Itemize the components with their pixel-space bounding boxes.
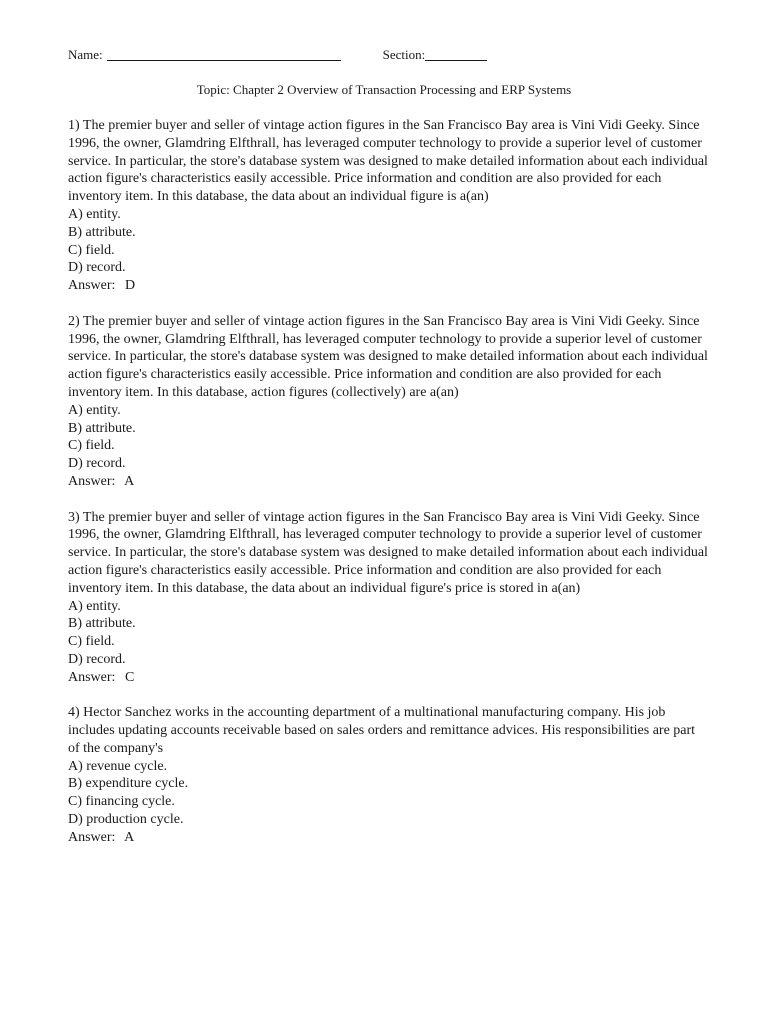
answer-label: Answer:	[68, 669, 116, 685]
question-number: 4)	[68, 705, 80, 721]
answer-line	[68, 473, 708, 491]
option-b: B) attribute.	[68, 420, 136, 436]
question-stem	[68, 704, 708, 757]
question-text: Hector Sanchez works in the accounting department of a multinational manufacturing company. His job includes updating accounts receivable based on sales orders and remittance advices. His responsibilities are part of the company's	[68, 705, 696, 756]
option-list	[68, 598, 708, 669]
option-c: C) field.	[68, 438, 115, 454]
option-list	[68, 402, 708, 473]
option-a: A) revenue cycle.	[68, 758, 168, 774]
option-c: C) field.	[68, 242, 115, 258]
option-a: A) entity.	[68, 402, 121, 418]
question-3	[68, 509, 708, 687]
answer-label: Answer:	[68, 278, 116, 294]
option-list	[68, 758, 708, 829]
answer-line	[68, 669, 708, 687]
option-d: D) record.	[68, 260, 126, 276]
section-blank-line	[425, 47, 487, 61]
question-list	[68, 117, 708, 864]
option-d: D) record.	[68, 456, 126, 472]
answer-label: Answer:	[68, 473, 116, 489]
question-1	[68, 117, 708, 295]
question-number: 3)	[68, 509, 80, 525]
question-number: 2)	[68, 313, 80, 329]
option-c: C) field.	[68, 634, 115, 650]
question-stem	[68, 313, 708, 402]
answer-value: A	[124, 829, 135, 845]
header-line	[68, 47, 487, 63]
option-b: B) attribute.	[68, 224, 136, 240]
option-b: B) expenditure cycle.	[68, 776, 189, 792]
answer-value: A	[124, 473, 135, 489]
option-b: B) attribute.	[68, 616, 136, 632]
question-4	[68, 704, 708, 846]
answer-line	[68, 829, 708, 847]
question-text: The premier buyer and seller of vintage action figures in the San Francisco Bay area is Vini Vidi Geeky. Since 1996, the owner, Glamdring Elfthrall, has leveraged computer technology to provide a superior level of customer service. In particular, the store's database system was designed to make detailed information about each individual action figure's characteristics easily accessible. Price information and condition are also provided for each inventory item. In this database, the data about an individual figure is a(an)	[68, 118, 708, 205]
answer-line	[68, 277, 708, 295]
answer-value: C	[124, 669, 135, 685]
question-2	[68, 313, 708, 491]
option-c: C) financing cycle.	[68, 794, 175, 810]
option-d: D) production cycle.	[68, 812, 184, 828]
option-a: A) entity.	[68, 206, 121, 222]
section-label: Section:	[382, 47, 426, 62]
answer-label: Answer:	[68, 829, 116, 845]
answer-value: D	[124, 278, 136, 294]
question-text: The premier buyer and seller of vintage action figures in the San Francisco Bay area is Vini Vidi Geeky. Since 1996, the owner, Glamdring Elfthrall, has leveraged computer technology to provide a superior level of customer service. In particular, the store's database system was designed to make detailed information about each individual action figure's characteristics easily accessible. Price information and condition are also provided for each inventory item. In this database, action figures (collectively) are a(an)	[68, 313, 708, 400]
question-text: The premier buyer and seller of vintage action figures in the San Francisco Bay area is Vini Vidi Geeky. Since 1996, the owner, Glamdring Elfthrall, has leveraged computer technology to provide a superior level of customer service. In particular, the store's database system was designed to make detailed information about each individual action figure's characteristics easily accessible. Price information and condition are also provided for each inventory item. In this database, the data about an individual figure's price is stored in a(an)	[68, 509, 708, 596]
topic-heading: Topic: Chapter 2 Overview of Transaction Processing and ERP Systems	[196, 82, 572, 97]
option-a: A) entity.	[68, 598, 121, 614]
question-stem	[68, 509, 708, 598]
name-label: Name:	[68, 47, 103, 62]
option-d: D) record.	[68, 651, 126, 667]
question-stem	[68, 117, 708, 206]
question-number: 1)	[68, 118, 80, 133]
option-list	[68, 206, 708, 277]
name-blank-line	[107, 47, 341, 61]
